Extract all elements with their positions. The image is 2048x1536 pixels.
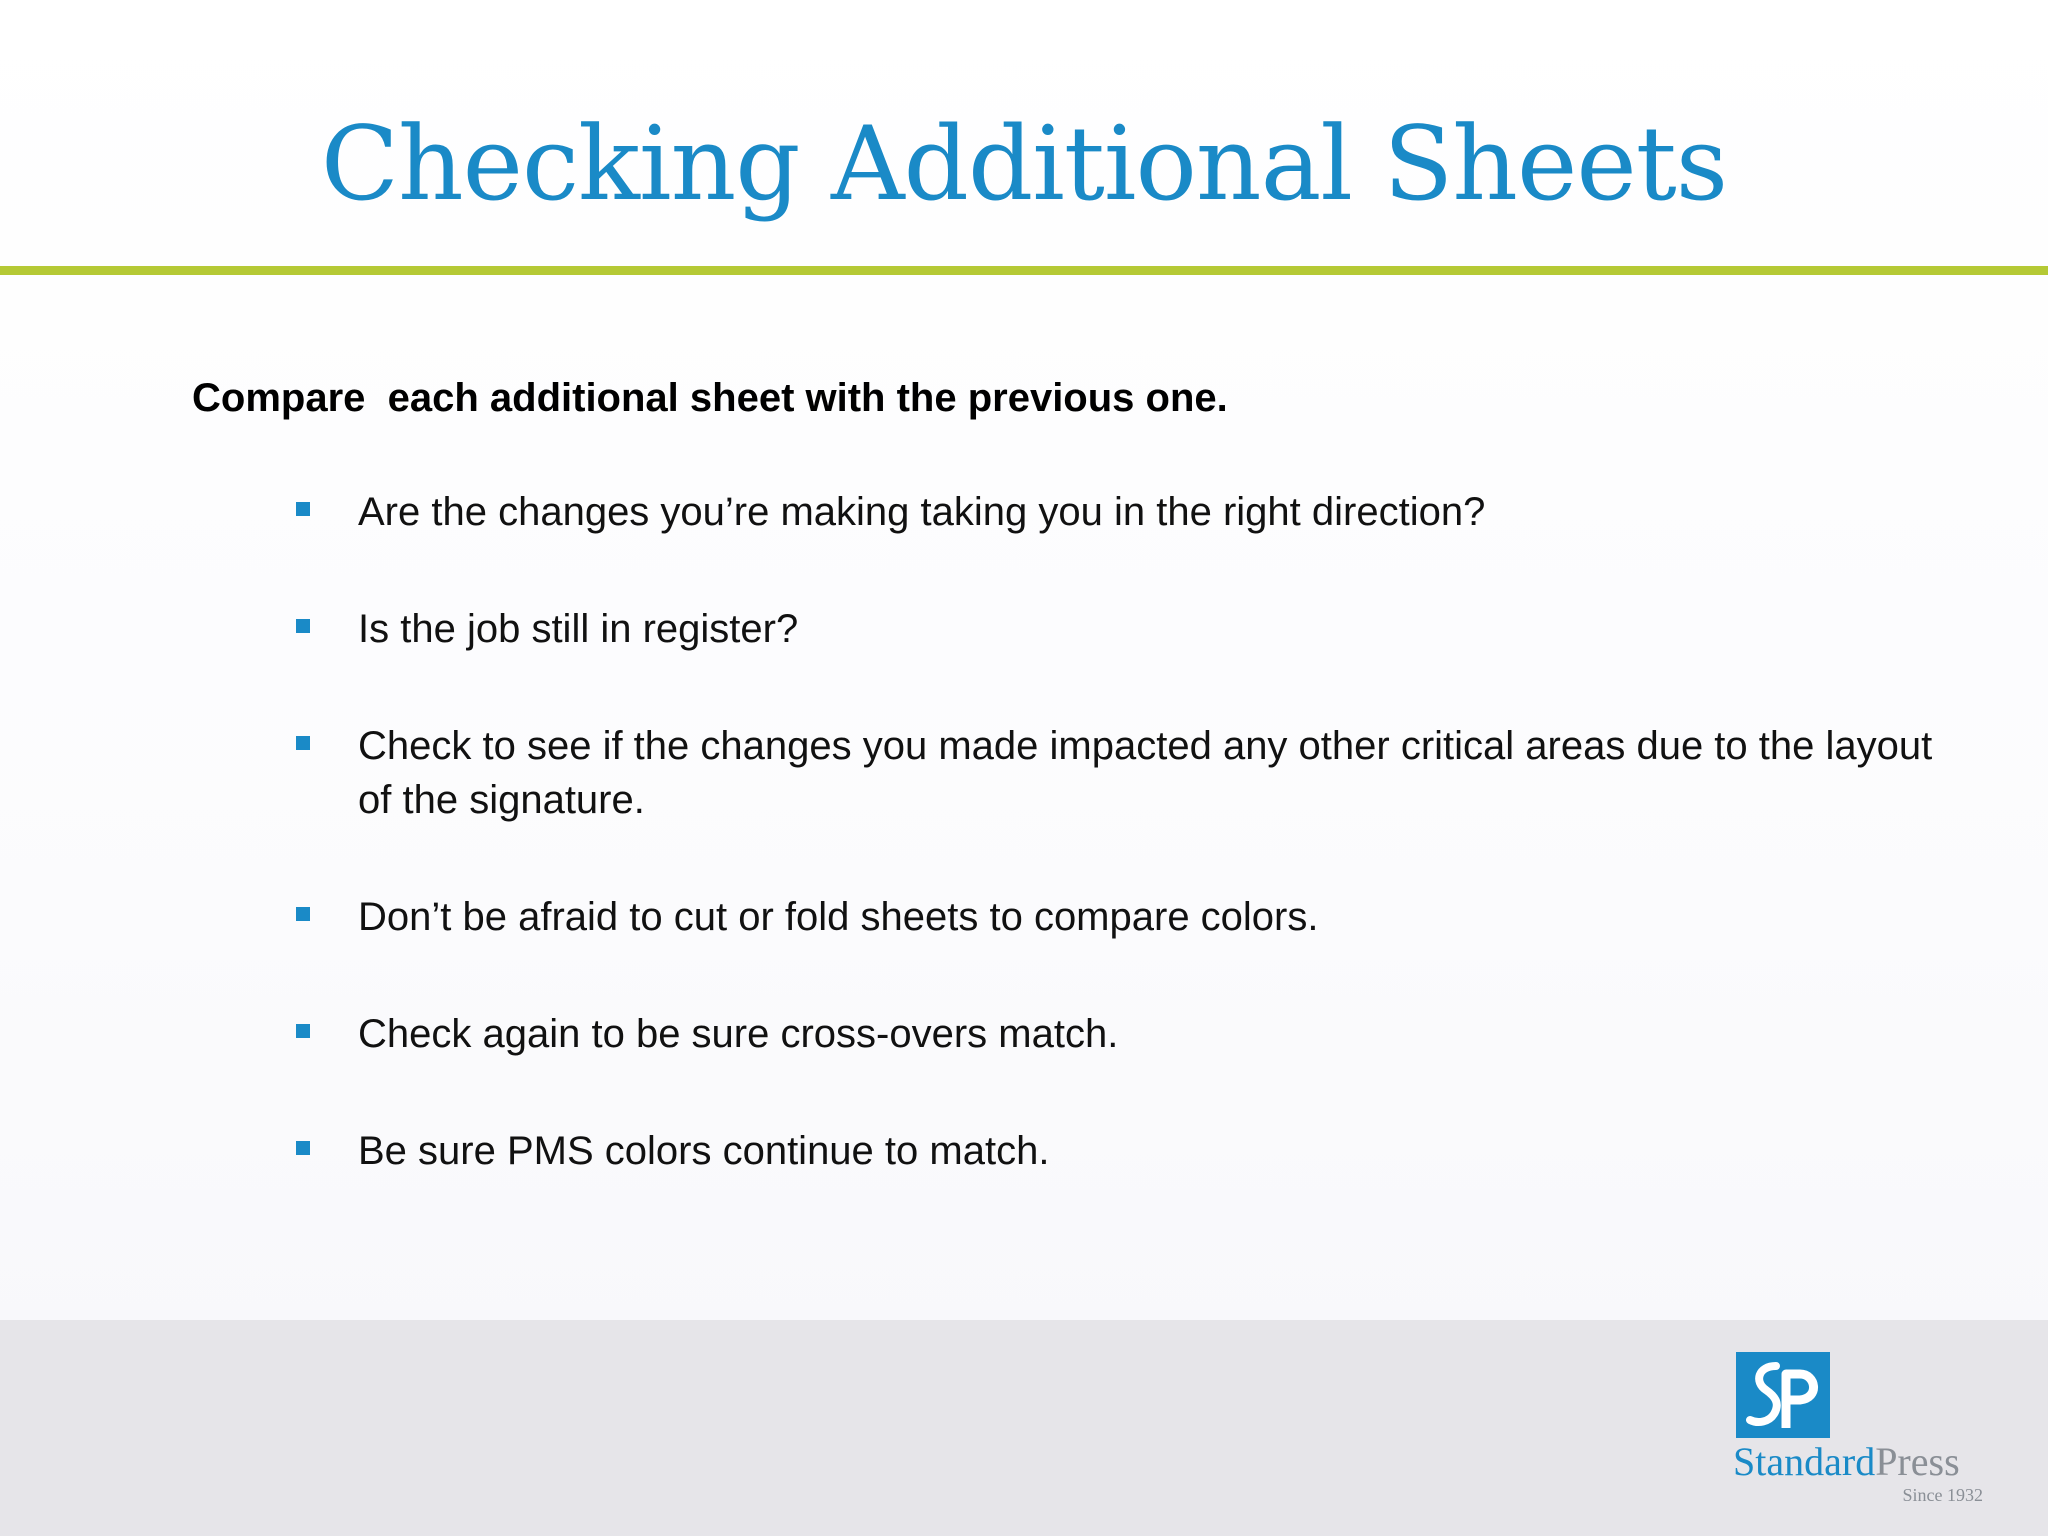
intro-text: Compare each additional sheet with the previous one. — [192, 376, 1228, 420]
bullet-text: Don’t be afraid to cut or fold sheets to compare colors. — [358, 895, 1319, 939]
bullet-text: Is the job still in register? — [358, 607, 799, 651]
bullet-text: Be sure PMS colors continue to match. — [358, 1129, 1050, 1173]
square-bullet-icon — [296, 1141, 310, 1155]
logo-wordmark — [1733, 1440, 1960, 1484]
logo-word-standard: Standard — [1733, 1439, 1876, 1484]
square-bullet-icon — [296, 736, 310, 750]
slide-title: Checking Additional Sheets — [320, 105, 1728, 224]
bullet-text: Check to see if the changes you made impacted any other critical areas due to the layout of the signature. — [358, 724, 1933, 822]
square-bullet-icon — [296, 502, 310, 516]
square-bullet-icon — [296, 907, 310, 921]
bullet-text: Check again to be sure cross-overs match. — [358, 1012, 1119, 1056]
square-bullet-icon — [296, 1024, 310, 1038]
company-logo — [1733, 1352, 1983, 1512]
sp-monogram-icon — [1736, 1352, 1830, 1438]
bullet-text: Are the changes you’re making taking you in the right direction? — [358, 490, 1486, 534]
square-bullet-icon — [296, 619, 310, 633]
logo-word-press: Press — [1875, 1439, 1960, 1484]
logo-since: Since 1932 — [1902, 1485, 1983, 1505]
